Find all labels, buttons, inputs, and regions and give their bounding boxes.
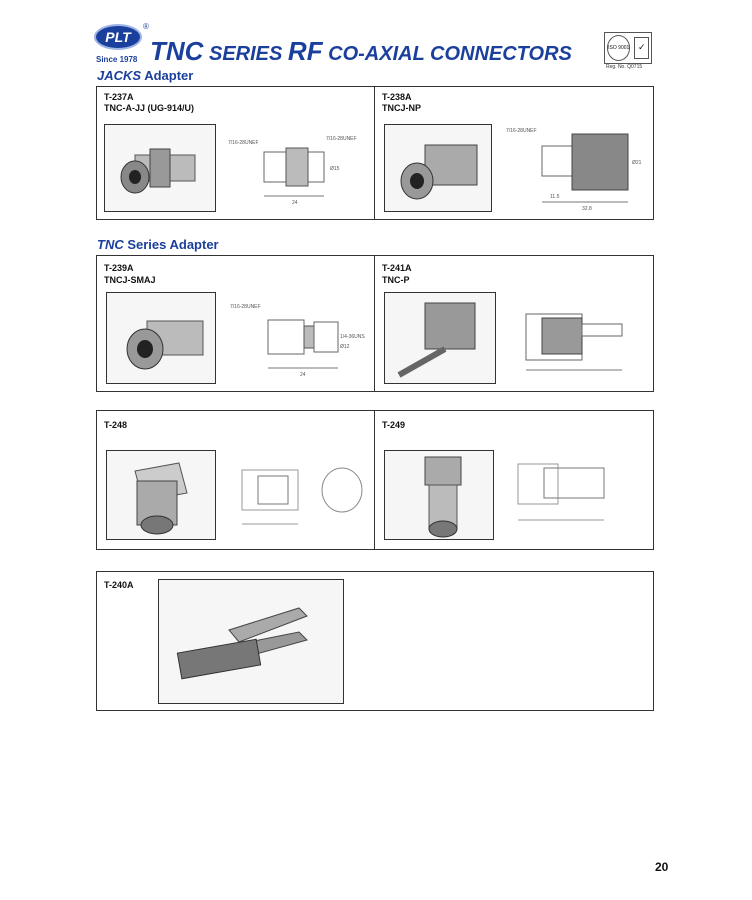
drawing-t239a [228,300,368,380]
product-name: TNC-A-JJ (UG-914/U) [104,103,195,113]
drawing-t238a [504,124,650,214]
drawing-t237a [226,132,366,214]
product-code: T-237A [104,92,134,102]
since-label: Since 1978 [96,55,138,64]
dim-label: Ø21 [632,160,642,166]
dim-label: 7/16-28UNEF [506,128,537,134]
panel-divider [374,255,375,392]
iso-cert-badge [604,32,652,64]
product-name: TNC-P [382,275,410,285]
section-tnc-series-adapter: TNC Series Adapter [97,237,219,252]
dim-label: 1/4-36UNS [340,334,365,340]
product-photo-t238a [384,124,492,212]
dim-label: 7/16-28UNEF [230,304,261,310]
product-code: T-248 [104,420,128,430]
check-mark-icon: ✓ [634,37,649,59]
dim-label: 11.5 [550,194,560,200]
product-photo-t249 [384,450,494,540]
plt-logo: PLT [94,24,142,50]
product-code: T-238A [382,92,412,102]
dim-label: Ø15 [330,166,340,172]
product-photo-t248 [106,450,216,540]
drawing-t248 [228,454,372,540]
dim-label: 7/16-28UNEF [228,140,259,146]
section-jacks-adapter: JACKS Adapter [97,68,194,83]
product-photo-t240a [158,579,344,704]
dim-label: 7/16-28UNEF [326,136,357,142]
dim-label: 24 [292,200,298,206]
registered-mark: ® [143,22,149,31]
product-photo-t241a [384,292,496,384]
drawing-t249 [504,454,650,540]
page-number: 20 [655,860,669,874]
product-code: T-240A [104,580,134,590]
product-name: TNCJ-NP [382,103,422,113]
dim-label: 24 [300,372,306,378]
dim-label: Ø12 [340,344,350,350]
product-code: T-241A [382,263,412,273]
iso-seal-icon: ISO 9001 [607,35,630,61]
page-title: TNC SERIES RF CO-AXIAL CONNECTORS [150,36,572,66]
reg-number: Reg. No. Q0715 [606,64,643,70]
drawing-t241a [506,296,650,384]
product-photo-t237a [104,124,216,212]
product-code: T-249 [382,420,406,430]
panel-divider [374,410,375,550]
panel-divider [374,86,375,220]
product-name: TNCJ-SMAJ [104,275,156,285]
dim-label: 32.8 [582,206,592,212]
product-code: T-239A [104,263,134,273]
product-photo-t239a [106,292,216,384]
